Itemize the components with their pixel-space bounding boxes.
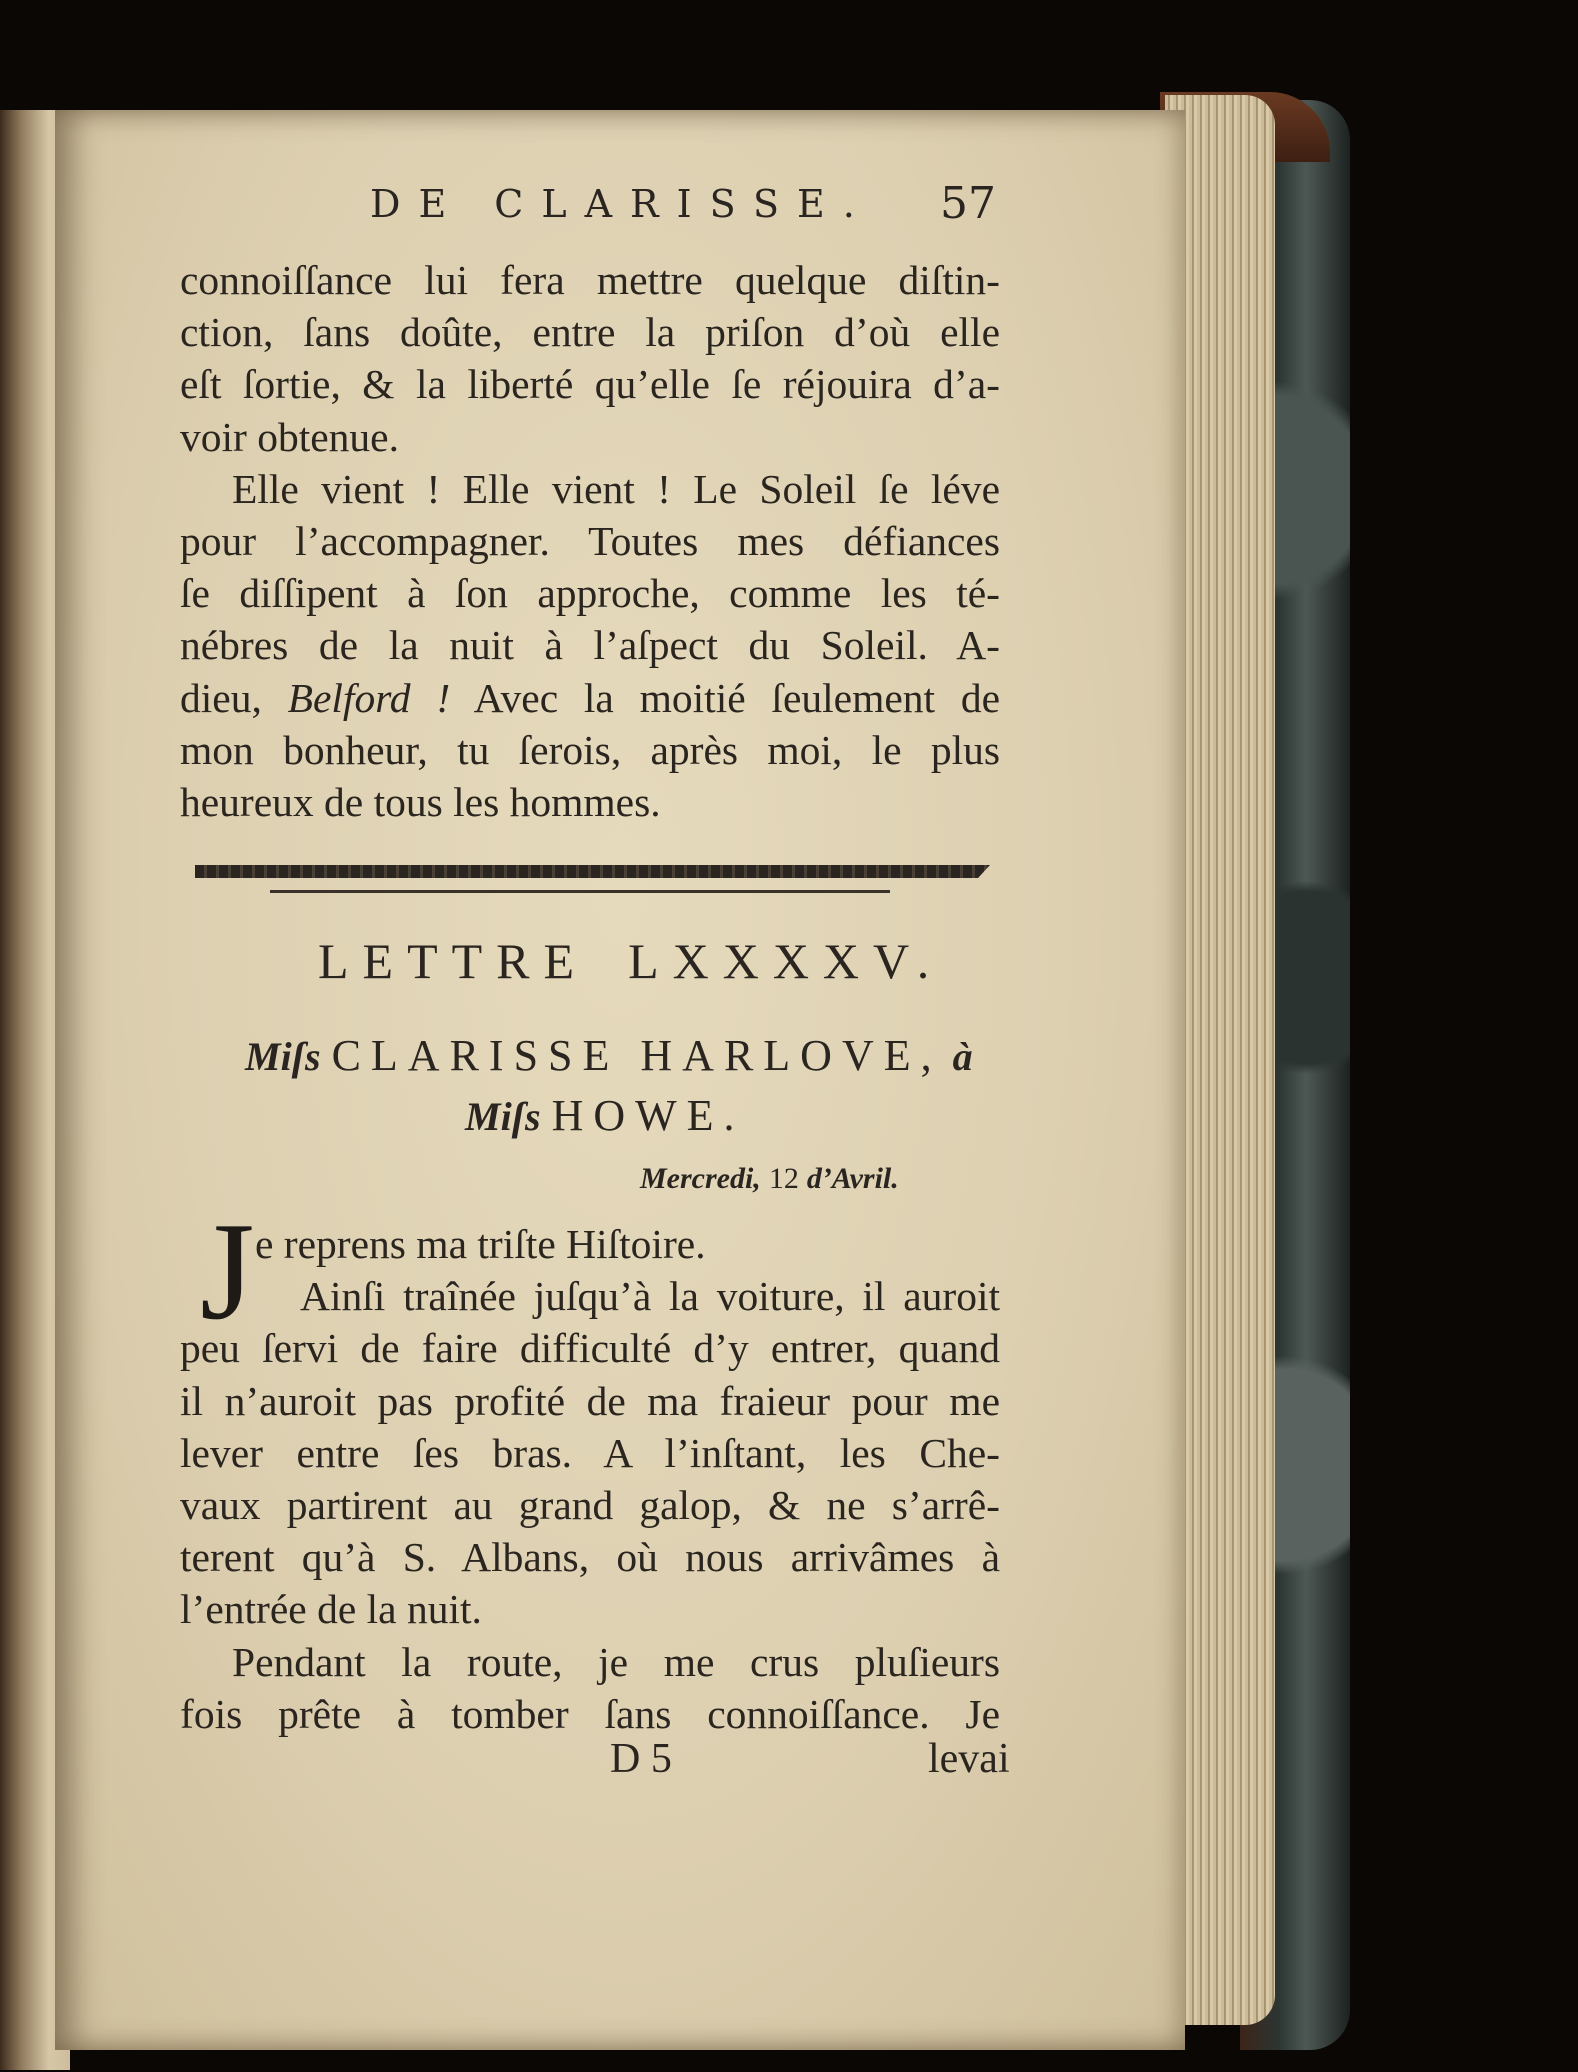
text-line: Pendant la route, je me crus pluſieurs xyxy=(232,1638,1000,1685)
date-month: d’Avril. xyxy=(806,1162,899,1195)
letter-title xyxy=(318,932,983,990)
catchword: levai xyxy=(928,1736,1010,1782)
date-day: Mercredi, xyxy=(640,1162,761,1195)
heading-name: HOWE. xyxy=(551,1091,745,1140)
ornamental-rule-thin xyxy=(270,890,890,893)
signature-mark: D 5 xyxy=(610,1736,672,1782)
text-line: mon bonheur, tu ſerois, après moi, le plus xyxy=(180,726,1000,773)
text-line: vaux partirent au grand galop, & ne s’arrê- xyxy=(180,1482,1000,1529)
letter-heading-line2 xyxy=(465,1090,745,1141)
heading-a: à xyxy=(952,1034,973,1079)
text-line: eſt ſortie, & la liberté qu’elle ſe réjouira d’a- xyxy=(180,361,1000,408)
text-line: voir obtenue. xyxy=(180,413,399,460)
text-line: il n’auroit pas profité de ma fraieur pour me xyxy=(180,1377,1000,1424)
text-line-mixed xyxy=(180,672,1000,724)
letter-date xyxy=(640,1162,899,1196)
letter-body xyxy=(180,1218,1000,1740)
text-line: nébres de la nuit à l’aſpect du Soleil. A- xyxy=(180,622,1000,669)
text-line: ction, ſans doûte, entre la priſon d’où elle xyxy=(180,309,1000,356)
text-line: Elle vient ! Elle vient ! Le Soleil ſe léve xyxy=(232,465,1000,512)
letter-title-word: LETTRE xyxy=(318,933,589,989)
page-number: 57 xyxy=(940,178,996,229)
date-number: 12 xyxy=(768,1162,799,1195)
letter-heading-line1 xyxy=(245,1030,973,1081)
text-line: lever entre ſes bras. A l’inſtant, les Che- xyxy=(180,1429,1000,1476)
text-line: e reprens ma triſte Hiſtoire. xyxy=(255,1221,706,1267)
italic-name: Belford ! xyxy=(287,674,451,721)
heading-name: CLARISSE HARLOVE, xyxy=(331,1031,942,1080)
passage-top xyxy=(180,254,1000,828)
text-line: l’entrée de la nuit. xyxy=(180,1586,482,1633)
letter-title-number: LXXXXV. xyxy=(628,933,944,989)
text-line: fois prête à tomber ſans connoiſſance. Je xyxy=(180,1690,1000,1737)
text-fragment: dieu, xyxy=(180,674,262,721)
drop-cap: J xyxy=(200,1194,255,1349)
text-line: terent qu’à S. Albans, où nous arrivâmes à xyxy=(180,1534,1000,1581)
text-line: ſe diſſipent à ſon approche, comme les té- xyxy=(180,570,1000,617)
heading-miss: Miſs xyxy=(465,1094,541,1139)
heading-miss: Miſs xyxy=(245,1034,321,1079)
text-line: connoiſſance lui fera mettre quelque diſtin- xyxy=(180,257,1000,303)
text-line: Ainſi traînée juſqu’à la voiture, il auroit xyxy=(300,1273,1000,1320)
text-fragment: Avec la moitié ſeulement de xyxy=(473,674,1000,721)
text-line: peu ſervi de faire difficulté d’y entrer, quand xyxy=(180,1325,1000,1372)
running-head: DE CLARISSE. xyxy=(370,182,873,226)
text-line: pour l’accompagner. Toutes mes défiances xyxy=(180,518,1000,565)
ornamental-rule-thick xyxy=(195,865,990,878)
text-line: heureux de tous les hommes. xyxy=(180,779,661,826)
